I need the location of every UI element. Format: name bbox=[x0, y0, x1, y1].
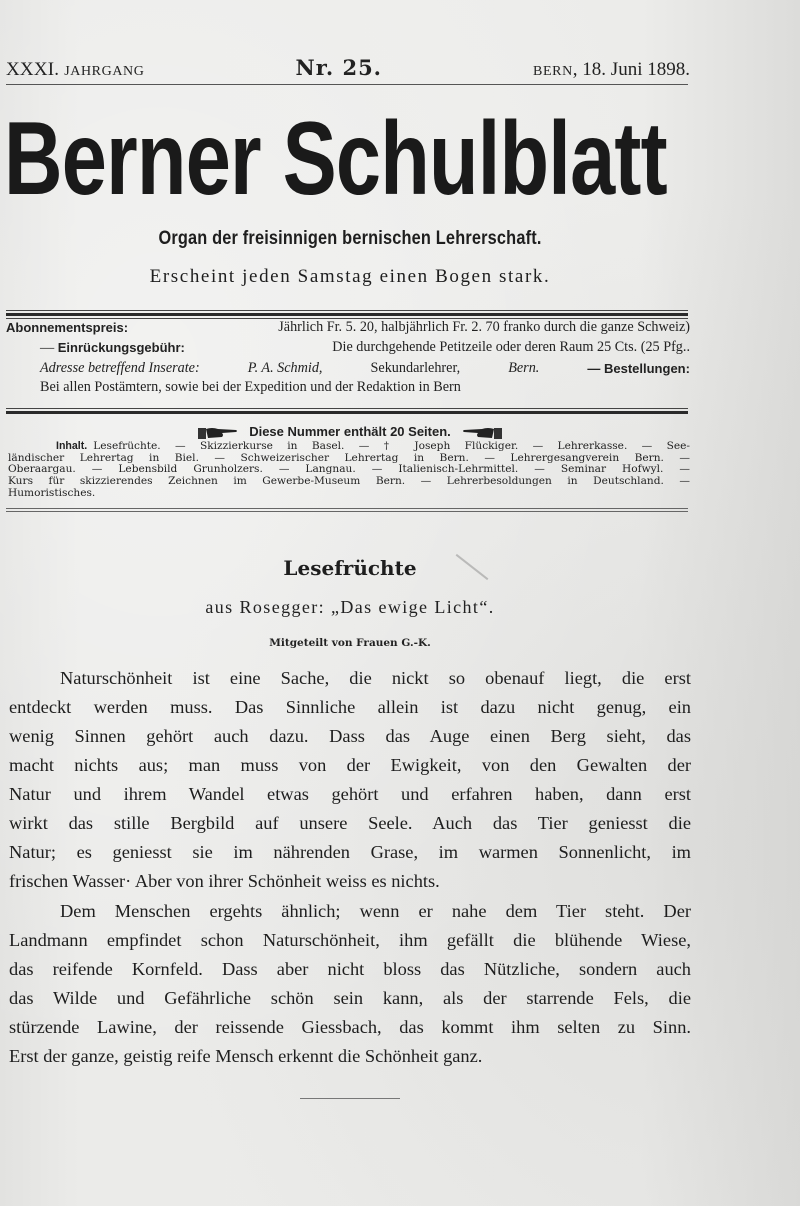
pointing-hand-left-icon bbox=[462, 426, 502, 440]
page-count-notice bbox=[0, 424, 700, 440]
rule-line bbox=[6, 508, 688, 509]
double-rule-bottom bbox=[6, 508, 688, 514]
article-end-rule bbox=[300, 1098, 400, 1099]
einrueckung-label: Einrückungsgebühr: bbox=[57, 339, 185, 355]
rule-line bbox=[6, 408, 688, 409]
rule-line bbox=[6, 411, 688, 414]
abonnement-label: Abonnementspreis: bbox=[6, 320, 129, 335]
paragraph-line: Dem Menschen ergehts ähnlich; wenn er nahe dem Tier steht. Der bbox=[60, 901, 691, 921]
article-byline: Mitgeteilt von Frauen G.-K. bbox=[269, 637, 431, 649]
paragraph-line: Landmann empfindet schon Naturschönheit, ihm gefällt die blühende Wiese, bbox=[9, 930, 691, 950]
issue-date bbox=[533, 59, 690, 81]
paragraph-line: wenig Sinnen gehört auch dazu. Dass das Auge einen Berg sieht, das bbox=[9, 726, 691, 746]
inserate-name: P. A. Schmid, bbox=[247, 359, 323, 376]
notice-text: Diese Nummer enthält 20 Seiten. bbox=[249, 424, 451, 439]
masthead-subtitle: Organ der freisinnigen bernischen Lehrerschaft. bbox=[158, 228, 542, 249]
paragraph-line: frischen Wasser· Aber von ihrer Schönheit weiss es nichts. bbox=[9, 871, 440, 891]
paragraph-line: stürzende Lawine, der reissende Giessbach, das kommt ihm selten zu Sinn. bbox=[9, 1017, 691, 1037]
volume-word: JAHRGANG bbox=[64, 64, 145, 79]
masthead-frequency: Erscheint jeden Samstag einen Bogen stark. bbox=[149, 266, 551, 287]
paragraph-line: Natur und ihrem Wandel etwas gehört und erfahren haben, dann erst bbox=[9, 784, 691, 804]
issue-date-text: , 18. Juni 1898. bbox=[572, 59, 690, 80]
contents-line: Kurs für skizzierendes Zeichnen im Gewerbe-Museum Bern. — Lehrerbesoldungen in Deutschland. — bbox=[8, 475, 690, 488]
paragraph-line: Erst der ganze, geistig reife Mensch erkennt die Schönheit ganz. bbox=[9, 1046, 483, 1066]
issue-place: BERN bbox=[533, 64, 573, 79]
contents-line bbox=[8, 441, 690, 453]
subscription-info bbox=[6, 318, 690, 398]
subscription-line-3 bbox=[6, 359, 690, 379]
paragraph-line: Natur; es geniesst sie im nährenden Grase, im warmen Sonnenlicht, im bbox=[9, 842, 691, 862]
paragraph-line: das Wilde und Gefährliche schön sein kann, als der starrende Fels, die bbox=[9, 988, 691, 1008]
rule-line bbox=[6, 310, 688, 311]
contents-label: Inhalt. bbox=[56, 440, 88, 452]
header-rule bbox=[6, 84, 688, 85]
article-body bbox=[9, 664, 691, 1071]
rule-line bbox=[6, 313, 688, 316]
dash: — bbox=[40, 339, 55, 356]
issue-header bbox=[6, 55, 690, 83]
rule-line bbox=[6, 511, 688, 512]
pointing-hand-right-icon bbox=[198, 426, 238, 440]
volume-number: XXXI. bbox=[6, 59, 60, 80]
paragraph-line: wirkt das stille Bergbild auf unsere Seele. Auch das Tier geniesst die bbox=[9, 813, 691, 833]
volume-label bbox=[6, 59, 144, 81]
article-subtitle: aus Rosegger: „Das ewige Licht“. bbox=[205, 597, 495, 617]
table-of-contents bbox=[8, 441, 690, 500]
abonnement-text: Jährlich Fr. 5. 20, halbjährlich Fr. 2. 70 franko durch die ganze Schweiz) bbox=[278, 319, 690, 335]
masthead-title: Berner Schulblatt bbox=[4, 101, 667, 217]
issue-number: Nr. 25. bbox=[295, 55, 382, 80]
contents-line: ländischer Lehrertag in Biel. — Schweizerischer Lehrertag in Bern. — Lehrergesangverein Bern. — bbox=[8, 451, 690, 464]
bestellungen-label: — Bestellungen: bbox=[587, 360, 690, 376]
contents-line: Oberaargau. — Lebensbild Grunholzers. — Langnau. — Italienisch-Lehrmittel. — Seminar Hofwyl. — bbox=[8, 463, 690, 476]
paragraph-line: entdeckt werden muss. Das Sinnliche allein ist dazu nicht genug, ein bbox=[9, 697, 691, 717]
einrueckung-text: Die durchgehende Petitzeile oder deren Raum 25 Cts. (25 Pfg.. bbox=[332, 338, 690, 355]
paragraph-line: Naturschönheit ist eine Sache, die nickt so obenauf liegt, die erst bbox=[60, 668, 691, 688]
inserate-text: Sekundarlehrer, bbox=[370, 359, 461, 376]
subscription-line-4: Bei allen Postämtern, sowie bei der Expedition und der Redaktion in Bern bbox=[40, 379, 461, 396]
double-rule-middle bbox=[6, 408, 688, 414]
paragraph-line: macht nichts aus; man muss von der Ewigkeit, von den Gewalten der bbox=[9, 755, 691, 775]
contents-line: Humoristisches. bbox=[8, 486, 96, 499]
inserate-label: Adresse betreffend Inserate: bbox=[40, 359, 200, 376]
inserate-place: Bern. bbox=[508, 359, 540, 376]
paragraph-line: das reifende Kornfeld. Dass aber nicht bloss das Nützliche, sondern auch bbox=[9, 959, 691, 979]
article-title: Lesefrüchte bbox=[283, 556, 417, 580]
subscription-line-1 bbox=[6, 318, 690, 338]
contents-text: Lesefrüchte. — Skizzierkurse in Basel. — † Joseph Flückiger. — Lehrerkasse. — See- bbox=[93, 440, 690, 452]
subscription-line-2 bbox=[6, 338, 690, 359]
